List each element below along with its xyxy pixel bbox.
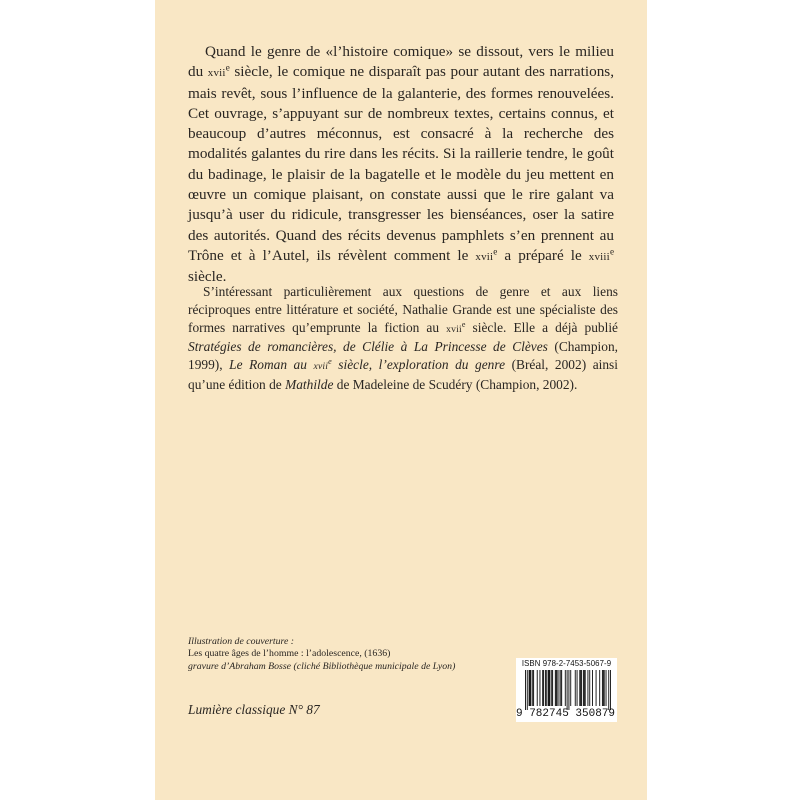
isbn-label: ISBN 978-2-7453-5067-9	[521, 659, 612, 668]
barcode-bar	[537, 670, 538, 706]
summary-paragraph: Quand le genre de «l’histoire comique» se dissout, vers le milieu du xvii$^e$ siècle, le comique ne disparaît pas pour autant des narrations, mais revêt, sous l’influence de la galanterie, des formes renouvelées. Cet ouvrage, s’appuyant sur de nombreux textes, certains connus, et beaucoup d’autres méconnus, est consacré à la recherche des modalités galantes du rire dans les récits. Si la raillerie tendre, le goût du badinage, le plaisir de la bagatelle et le modèle du jeu mettent en œuvre un comique plaisant, on constate aussi que le rire galant va jusqu’à user du ridicule, transgresser les bienséances, oser la satire des autorités. Quand des récits devenus pamphlets s’en prennent au Trône et à l’Autel, ils révèlent comment le xvii$^e$ a préparé le xviii$^e$ siècle.	[188, 43, 615, 286]
barcode-bar	[599, 670, 600, 706]
barcode-bar	[558, 670, 559, 706]
barcode-bar	[556, 670, 557, 706]
barcode-bar	[604, 670, 605, 706]
barcode-bar	[560, 670, 561, 706]
barcode-bar	[530, 670, 531, 706]
barcode-bar	[592, 670, 593, 706]
barcode-bar	[532, 670, 533, 706]
barcode-bar	[551, 670, 552, 706]
isbn-barcode	[516, 658, 617, 722]
credits-heading: Illustration de couverture :	[188, 636, 295, 647]
barcode-bar	[565, 670, 566, 706]
barcode-bar	[548, 670, 549, 706]
barcode-bar	[529, 670, 530, 706]
author-bio-paragraph: S’intéressant particulièrement aux questions de genre et aux liens réciproques entre littérature et société, Nathalie Grande est une spécialiste des formes narratives qu’emprunte la fiction au xvii$^e$ siècle. Elle a déjà publié Stratégies de romancières, de Clélie à La Princesse de Clèves (Champion, 1999), Le Roman au xvii$^e$ siècle, l’exploration du genre (Bréal, 2002) ainsi qu’une édition de Mathilde de Madeleine de Scudéry (Champion, 2002).	[188, 284, 618, 392]
book-title-strategies: Stratégies de romancières, de Clélie à La Princesse de Clèves	[188, 339, 548, 355]
barcode-bar	[602, 670, 603, 706]
barcode-bar	[603, 670, 604, 706]
barcode-bar	[577, 670, 578, 706]
barcode-bar	[596, 670, 597, 706]
barcode-bar	[570, 670, 571, 706]
barcode-bar	[552, 670, 553, 706]
barcode-bar	[557, 670, 558, 706]
barcode-bar	[568, 670, 569, 710]
book-title-roman: Le Roman au xvii$^e$ siècle, l’exploration du genre	[229, 357, 506, 373]
barcode-bar	[581, 670, 582, 706]
cover-illustration-credits	[188, 636, 518, 673]
barcode-bar	[610, 670, 611, 710]
barcode-bar	[606, 670, 607, 706]
barcode-bar	[561, 670, 562, 706]
barcode-bars	[525, 670, 611, 710]
barcode-bar	[539, 670, 540, 706]
barcode-bar	[542, 670, 543, 706]
book-title-mathilde: Mathilde	[285, 376, 334, 392]
credits-line-engraver: gravure d’Abraham Bosse (cliché Bibliothèque municipale de Lyon)	[188, 660, 456, 672]
barcode-bar	[584, 670, 585, 706]
barcode-bar	[567, 670, 568, 710]
barcode-bar	[555, 670, 556, 706]
barcode-bar	[549, 670, 550, 706]
barcode-bar	[549, 670, 550, 706]
barcode-digits: 9 782745 350879	[516, 708, 616, 720]
barcode-bar	[533, 670, 534, 706]
barcode-bar	[530, 670, 531, 706]
credits-line-title: Les quatre âges de l’homme : l’adolescence, (1636)	[188, 648, 391, 660]
barcode-bar	[585, 670, 586, 706]
barcode-bar	[580, 670, 581, 706]
barcode-bar	[575, 670, 576, 706]
barcode-bar	[608, 670, 609, 710]
series-label: Lumière classique N° 87	[188, 702, 320, 717]
barcode-bar	[545, 670, 546, 706]
barcode-bar	[546, 670, 547, 706]
barcode-bar	[589, 670, 590, 706]
barcode-bar	[583, 670, 584, 706]
barcode-bar	[543, 670, 544, 706]
barcode-bar	[527, 670, 528, 710]
barcode-bar	[587, 670, 588, 706]
barcode-bar	[525, 670, 526, 710]
barcode-bar	[579, 670, 580, 706]
